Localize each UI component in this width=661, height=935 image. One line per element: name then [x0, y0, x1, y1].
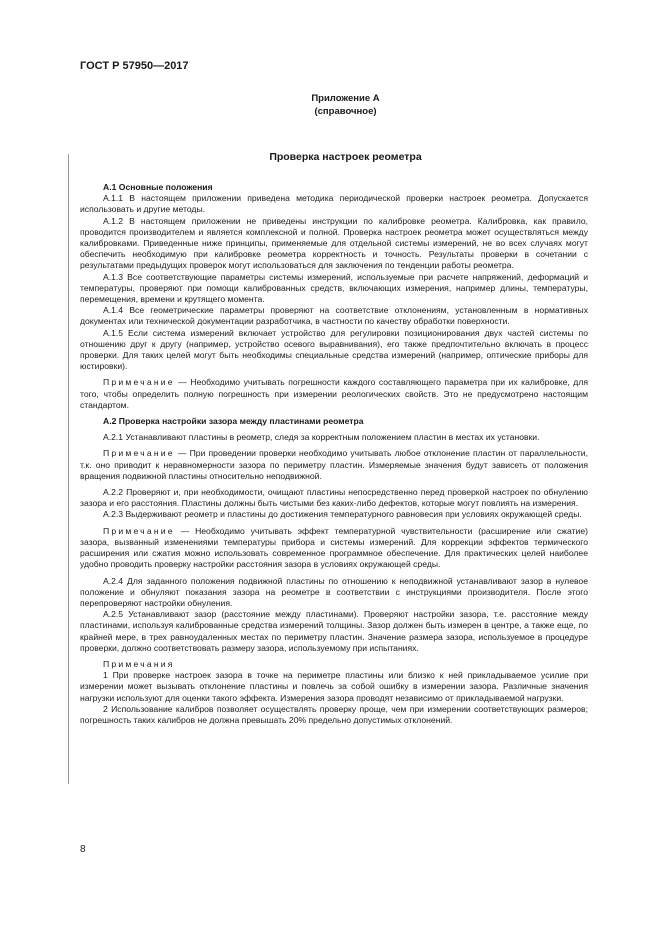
appendix-heading [0, 92, 661, 118]
note-label: Примечание [103, 448, 175, 459]
note-label: Примечание [103, 525, 175, 536]
paragraph-a1-4: А.1.4 Все геометрические параметры проверяют на соответствие отклонениям, установленным в нормативных документах или технической документации разработчика, в частности по качеству обработки поверхности. [80, 305, 588, 327]
note-text: — При проведении проверки необходимо учитывать любое отклонение пластин от параллельности, т.к. оно приводит к неравномерности зазора по периметру пластин. Измеряемые значения будут зависеть от положения вращения подвижной пластины относительно неподвижной. [80, 448, 588, 481]
appendix-subtitle: (справочное) [314, 106, 377, 117]
note-a1 [80, 377, 588, 411]
appendix-title: Приложение А [311, 93, 380, 104]
document-body [80, 180, 588, 726]
paragraph-a1-1: А.1.1 В настоящем приложении приведена методика периодической проверки настроек реометра. Допускается использовать и другие методы. [80, 193, 588, 215]
paragraph-a2-5: А.2.5 Устанавливают зазор (расстояние между пластинами). Проверяют настройки зазора, т.е. расстояние между пластинами, используя калиброванные средства измерений толщины. Зазор должен быть измерен в центре, а также еще, по крайней мере, в трех равноудаленных местах по периметру пластин. Значение размера зазора, используемое в процедуре проверки, должно соответствовать размеру зазора, используемому при испытаниях. [80, 609, 588, 653]
section-heading-a1: А.1 Основные положения [103, 182, 213, 192]
page-title: Проверка настроек реометра [269, 151, 422, 163]
paragraph-a2-4: А.2.4 Для заданного положения подвижной пластины по отношению к неподвижной устанавливают зазор в нулевое положение и обнуляют показания зазора на реометре в соответствии с инструкциями производителя. После этого перепроверяют настройки обнуления. [80, 575, 588, 608]
section-heading-a2: А.2 Проверка настройки зазора между пластинами реометра [103, 416, 364, 427]
notes-label-text: Примечания [103, 658, 175, 669]
paragraph-a2-2: А.2.2 Проверяют и, при необходимости, очищают пластины непосредственно перед проверкой настроек по обнулению зазора и его расстояния. Пластины должны быть чистыми без каких-либо дефектов, которые могут повлиять на измерения. [80, 487, 588, 509]
margin-line [68, 154, 69, 784]
notes-label [80, 659, 588, 670]
note-label: Примечание [103, 377, 175, 388]
paragraph-a1-5: А.1.5 Если система измерений включает устройство для регулировки позиционирования двух частей системы по отношению друг к другу (например, устройство осевого выравнивания), его также предпочтительно включать в процесс проверки. Для таких целей могут быть необходимы специальные средства измерений (например, оптические приборы для юстировки). [80, 327, 588, 372]
note-text: — Необходимо учитывать эффект температурной чувствительности (расширение или сжатие) зазора, вызванный изменениями температуры прибора и системы измерений. Для коррекции эффектов термического расширения или сжатия можно использовать современное программное обеспечение. Для практических целей наиболее удобно проводить проверку настройки расстояния зазора в условиях окружающей среды. [80, 525, 588, 570]
note-a2-1 [80, 448, 588, 482]
paragraph-a2-1: А.2.1 Устанавливают пластины в реометр, следя за корректным положением пластин в местах их установки. [103, 432, 540, 443]
note-a2-2 [80, 526, 588, 571]
paragraph-a1-2: А.1.2 В настоящем приложении не приведены инструкции по калибровке реометра. Калибровка, как правило, проводится производителем и является комплексной и полной. Проверка настроек реометра может осуществляться между калибровками. Приведенные ниже принципы, применяемые для отдельной системы измерений, не во всех случаях могут обеспечить необходимую при калибровке реометра корректность и точность. Результаты проверки в сочетании с результатами предыдущих проверок могут использоваться для заключения по тенденции работы реометра. [80, 215, 588, 271]
note-a2-4: 2 Использование калибров позволяет осуществлять проверку проще, чем при измерении соответствующих размеров; погрешность таких калибров не должна превышать 20% предельно допустимых отклонений. [80, 703, 588, 725]
note-text: — Необходимо учитывать погрешности каждого составляющего параметра при их калибровке, для того, чтобы определить полную погрешность при измерении реологических свойств. Это не предусмотрено настоящим стандартом. [80, 377, 588, 410]
page-number: 8 [80, 844, 86, 855]
note-a2-3: 1 При проверке настроек зазора в точке на периметре пластины или близко к ней прикладываемое усилие при измерении может вызывать отклонение пластины и повлечь за собой ошибку в измерении зазора. Различные значения нагрузки используют для оценки такого эффекта. Измерения зазора проводят независимо от прикладываемой нагрузки. [80, 670, 588, 703]
document-code: ГОСТ Р 57950—2017 [80, 60, 189, 72]
paragraph-a2-3: А.2.3 Выдерживают реометр и пластины до достижения температурного равновесия при условиях окружающей среды. [103, 509, 582, 520]
paragraph-a1-3: А.1.3 Все соответствующие параметры системы измерений, используемые при расчете напряжений, деформаций и температуры, проверяют при помощи калиброванных средств, включающих измерения, например длины, температуры, перемещения, времени и крутящего момента. [80, 271, 588, 305]
